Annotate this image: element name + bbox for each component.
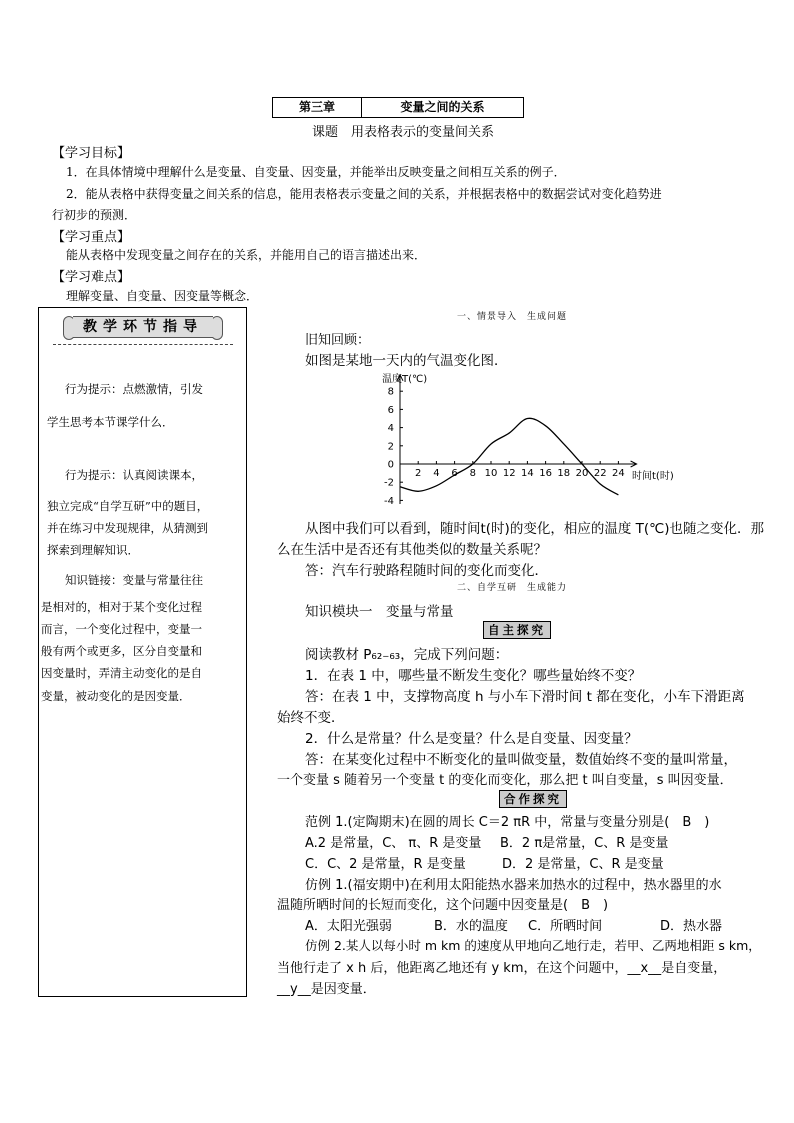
y-tick-label: 6 (387, 404, 394, 416)
temperature-line (400, 418, 618, 495)
dependent-var-blank: __y__ (277, 982, 311, 997)
objectives-heading: 【学习目标】 (52, 146, 131, 161)
a1-line1: 答：在表 1 中，支撑物高度 h 与小车下滑时间 t 都在变化，小车下滑距离 (305, 689, 745, 705)
a2-line1: 答：在某变化过程中不断变化的量叫做变量，数值始终不变的量叫常量， (305, 752, 737, 768)
section2-title: 二、自学互研 生成能力 (457, 583, 568, 593)
x-tick-label: 6 (451, 468, 458, 479)
guide-tip1-l1: 行为提示：点燃激情，引发 (65, 382, 203, 396)
example3-line3-end: 是因变量． (310, 982, 376, 997)
example2-option-c: C．所晒时间 (528, 919, 603, 934)
objective-2-line1: 2．能从表格中获得变量之间关系的信息，能用表格表示变量之间的关系，并根据表格中的数据尝试对变化趋势进 (66, 187, 662, 201)
teaching-guide-box (38, 307, 247, 997)
x-tick-label: 22 (593, 468, 607, 479)
x-tick-label: 18 (557, 468, 571, 479)
example3-line2-end: 是自变量， (661, 961, 727, 976)
y-tick-label: 0 (387, 459, 394, 471)
temperature-chart (360, 368, 690, 518)
example2-line1: 仿例 1.(福安期中)在利用太阳能热水器来加热水的过程中，热水器里的水 (305, 878, 722, 893)
example1-option-a: A.2 是常量，C、 π、R 是变量 (305, 836, 482, 851)
guide-tip1-l2: 学生思考本节课学什么． (47, 415, 174, 429)
example1-option-b: B．2 π是常量，C、R 是变量 (500, 836, 669, 851)
example2-option-b: B．水的温度 (434, 919, 508, 934)
question-line1: 从图中我们可以看到，随时间t(时)的变化，相应的温度 T(℃)也随之变化．那 (305, 521, 765, 537)
chapter-header (272, 97, 524, 118)
guide-title-banner (63, 316, 223, 338)
guide-tip2-l4: 探索到理解知识． (47, 543, 139, 557)
guide-link-l1: 知识链接：变量与常量往往 (65, 573, 203, 587)
guide-link-l2: 是相对的，相对于某个变化过程 (41, 600, 202, 614)
guide-tip2-l1: 行为提示：认真阅读课本， (65, 468, 203, 482)
guide-divider (53, 344, 233, 345)
x-tick-label: 4 (433, 468, 440, 479)
lesson-title: 课题 用表格表示的变量间关系 (312, 125, 495, 140)
y-tick-label: 8 (387, 386, 394, 398)
tag-self-study: 自主探究 (483, 621, 551, 639)
x-tick-label: 24 (612, 468, 625, 479)
x-tick-label: 12 (502, 468, 516, 479)
guide-link-l5: 因变量时，弄清主动变化的是自 (41, 666, 202, 680)
x-tick-label: 16 (539, 468, 552, 479)
guide-link-l3: 而言，一个变化过程中，变量一 (41, 622, 202, 636)
example2-line2: 温随所晒时间的长短而变化，这个问题中因变量是( B ) (277, 898, 609, 913)
example3-line3 (277, 978, 376, 997)
key-points-heading: 【学习重点】 (52, 230, 131, 245)
x-tick-label: 20 (575, 468, 589, 479)
objective-1: 1．在具体情境中理解什么是变量、自变量、因变量，并能举出反映变量之间相互关系的例子． (66, 165, 566, 179)
example1-text: 范例 1.(定陶期末)在圆的周长 C＝2 πR 中，常量与变量分别是( B ) (305, 815, 710, 830)
module-title: 知识模块一 变量与常量 (305, 604, 454, 620)
y-tick-label: 2 (387, 441, 394, 453)
example1-option-d: D．2 是常量，C、R 是变量 (502, 857, 664, 872)
example2-option-d: D．热水器 (660, 919, 723, 934)
review-label: 旧知回顾： (305, 333, 371, 348)
objective-2-line2: 行初步的预测． (52, 208, 137, 222)
guide-link-l6: 变量，被动变化的是因变量． (41, 689, 191, 703)
a2-line2: 一个变量 s 随着另一个变量 t 的变化而变化，那么把 t 叫自变量，s 叫因变量． (277, 773, 733, 788)
chapter-title: 变量之间的关系 (400, 100, 485, 114)
difficulties-heading: 【学习难点】 (52, 270, 131, 285)
x-axis-label: 时间t(时) (632, 471, 674, 482)
y-tick-label: -4 (384, 495, 394, 507)
guide-link-l4: 般有两个或更多，区分自变量和 (41, 644, 202, 658)
example2-option-a: A．太阳光强弱 (305, 919, 392, 934)
chapter-number: 第三章 (273, 98, 362, 117)
x-tick-label: 10 (484, 468, 498, 479)
a1-line2: 始终不变． (277, 710, 345, 726)
guide-title: 教学环节指导 (73, 316, 213, 338)
q1-text: 1．在表 1 中，哪些量不断发生变化？哪些量始终不变？ (305, 668, 642, 684)
y-tick-label: 4 (387, 423, 394, 435)
guide-tip2-l3: 并在练习中发现规律，从猜测到 (47, 521, 208, 535)
section1-title: 一、情景导入 生成问题 (457, 312, 568, 322)
chart-intro: 如图是某地一天内的气温变化图． (305, 353, 508, 369)
reading-instruction: 阅读教材 P₆₂₋₆₃，完成下列问题： (305, 647, 509, 663)
independent-var-blank: __x__ (627, 961, 662, 976)
y-axis-label: 温度T(℃) (382, 374, 428, 385)
example3-line2 (277, 957, 726, 976)
guide-tip2-l2: 独立完成“自学互研”中的题目， (47, 499, 209, 513)
tag-cooperative: 合作探究 (499, 790, 567, 808)
q2-text: 2．什么是常量？什么是变量？什么是自变量、因变量？ (305, 731, 638, 747)
question-line2: 么在生活中是否还有其他类似的数量关系呢？ (277, 542, 547, 558)
answer-text: 答：汽车行驶路程随时间的变化而变化． (305, 563, 548, 579)
example3-line1: 仿例 2.某人以每小时 m km 的速度从甲地向乙地行走，若甲、乙两地相距 s km， (305, 938, 761, 953)
x-tick-label: 14 (521, 468, 534, 479)
y-tick-label: -2 (384, 477, 394, 489)
x-tick-label: 2 (415, 468, 422, 479)
x-tick-label: 8 (469, 468, 476, 479)
example1-option-c: C．C、2 是常量，R 是变量 (305, 857, 466, 872)
key-points-text: 能从表格中发现变量之间存在的关系，并能用自己的语言描述出来． (66, 248, 427, 262)
difficulties-text: 理解变量、自变量、因变量等概念． (66, 289, 259, 303)
example3-line2-start: 当他行走了 x h 后，他距离乙地还有 y km，在这个问题中， (277, 961, 628, 976)
